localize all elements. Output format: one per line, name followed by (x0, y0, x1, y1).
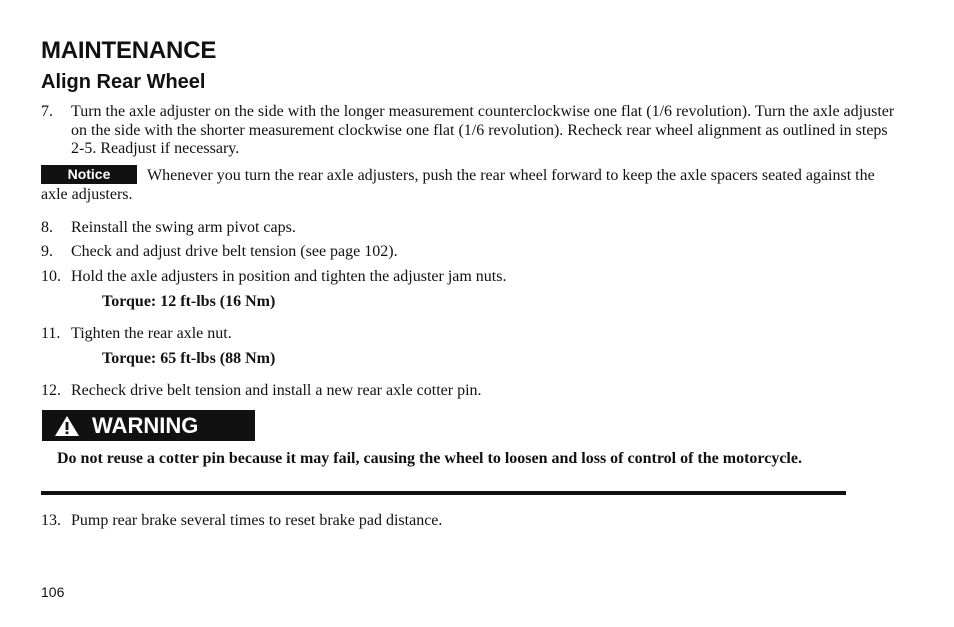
step-text: Pump rear brake several times to reset brake pad distance. (71, 512, 443, 529)
warning-header (42, 410, 255, 441)
step-number: 11. (41, 325, 61, 342)
step-text: Reinstall the swing arm pivot caps. (71, 219, 296, 236)
step-12 (41, 382, 901, 401)
step-text: Tighten the rear axle nut. (71, 325, 232, 342)
step-13 (41, 512, 901, 531)
step-number: 7. (41, 103, 53, 120)
warning-divider (41, 491, 846, 495)
subsection-title: Align Rear Wheel (41, 71, 206, 93)
warning-label: WARNING (92, 413, 199, 438)
step-number: 9. (41, 243, 53, 260)
step-11 (41, 325, 901, 344)
warning-text: Do not reuse a cotter pin because it may fail, causing the wheel to loosen and loss of control of the motorcycle. (57, 450, 802, 467)
notice-badge: Notice (41, 165, 137, 184)
torque-spec-2: Torque: 65 ft-lbs (88 Nm) (102, 350, 276, 367)
step-number: 12. (41, 382, 61, 399)
section-title: MAINTENANCE (41, 37, 217, 64)
step-8 (41, 219, 901, 238)
notice-block (41, 165, 901, 204)
page-number: 106 (41, 584, 65, 600)
step-7 (41, 103, 901, 159)
step-text: Hold the axle adjusters in position and tighten the adjuster jam nuts. (71, 268, 507, 285)
step-text: Check and adjust drive belt tension (see page 102). (71, 243, 398, 260)
step-number: 8. (41, 219, 53, 236)
step-text: Recheck drive belt tension and install a new rear axle cotter pin. (71, 382, 482, 399)
step-9 (41, 243, 901, 262)
step-text: Turn the axle adjuster on the side with the longer measurement counterclockwise one flat (1/6 revolution). Turn the axle adjuster on the side with the shorter measurement clockwise one flat (1/6 revolution). Recheck rear wheel alignment as outlined in steps 2-5. Readjust if necessary. (71, 103, 895, 157)
step-10 (41, 268, 901, 287)
torque-spec-1: Torque: 12 ft-lbs (16 Nm) (102, 293, 276, 310)
step-number: 10. (41, 268, 61, 285)
step-number: 13. (41, 512, 61, 529)
warning-triangle-icon (54, 415, 80, 437)
notice-text: Whenever you turn the rear axle adjusters, push the rear wheel forward to keep the axle spacers seated against the axle adjusters. (41, 167, 875, 203)
